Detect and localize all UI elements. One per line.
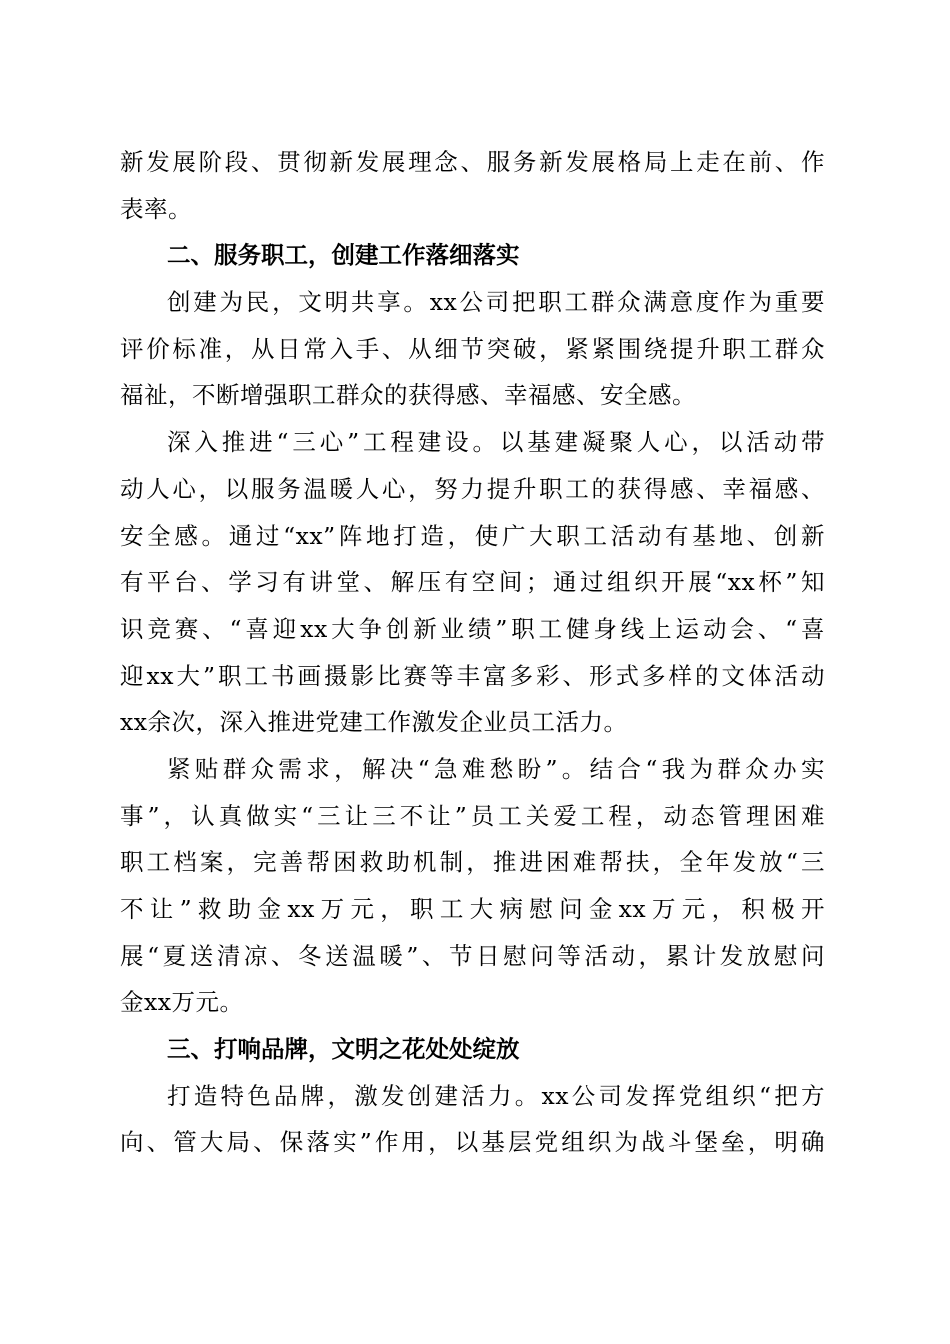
section-heading: 三、打响品牌，文明之花处处绽放 bbox=[167, 1035, 520, 1064]
document-page bbox=[120, 139, 825, 1166]
text-line: 金xx万元。 bbox=[120, 988, 244, 1017]
text-line: 创建为民，文明共享。xx公司把职工群众满意度作为重要 bbox=[167, 288, 825, 317]
text-line: 向、管大局、保落实”作用，以基层党组织为战斗堡垒，明确 bbox=[120, 1128, 825, 1157]
text-line: xx余次，深入推进党建工作激发企业员工活力。 bbox=[120, 708, 628, 737]
paragraph bbox=[120, 139, 825, 232]
text-line: 事”，认真做实“三让三不让”员工关爱工程，动态管理困难 bbox=[120, 801, 825, 830]
text-line: 评价标准，从日常入手、从细节突破，紧紧围绕提升职工群众 bbox=[120, 334, 825, 363]
text-line: 表率。 bbox=[120, 194, 192, 223]
text-line: 迎xx大”职工书画摄影比赛等丰富多彩、形式多样的文体活动 bbox=[120, 661, 825, 690]
text-line: 动人心，以服务温暖人心，努力提升职工的获得感、幸福感、 bbox=[120, 474, 825, 503]
paragraph bbox=[120, 279, 825, 419]
paragraph bbox=[120, 746, 825, 1026]
text-line: 安全感。通过“xx”阵地打造，使广大职工活动有基地、创新 bbox=[120, 521, 825, 550]
text-line: 福祉，不断增强职工群众的获得感、幸福感、安全感。 bbox=[120, 381, 696, 410]
text-line: 紧贴群众需求，解决“急难愁盼”。结合“我为群众办实 bbox=[167, 754, 825, 783]
section-heading: 二、服务职工，创建工作落细落实 bbox=[167, 241, 520, 270]
paragraph bbox=[120, 1073, 825, 1166]
paragraph bbox=[120, 419, 825, 746]
text-line: 新发展阶段、贯彻新发展理念、服务新发展格局上走在前、作 bbox=[120, 148, 825, 176]
text-line: 职工档案，完善帮困救助机制，推进困难帮扶，全年发放“三 bbox=[120, 848, 825, 877]
text-line: 展“夏送清凉、冬送温暖”、节日慰问等活动，累计发放慰问 bbox=[120, 941, 825, 970]
text-line: 打造特色品牌，激发创建活力。xx公司发挥党组织“把方 bbox=[167, 1081, 825, 1110]
text-line: 有平台、学习有讲堂、解压有空间；通过组织开展“xx杯”知 bbox=[120, 568, 825, 597]
text-line: 深入推进“三心”工程建设。以基建凝聚人心，以活动带 bbox=[167, 428, 825, 457]
text-line: 识竞赛、“喜迎xx大争创新业绩”职工健身线上运动会、“喜 bbox=[120, 614, 825, 643]
text-line: 不让”救助金xx万元，职工大病慰问金xx万元，积极开 bbox=[120, 895, 825, 923]
